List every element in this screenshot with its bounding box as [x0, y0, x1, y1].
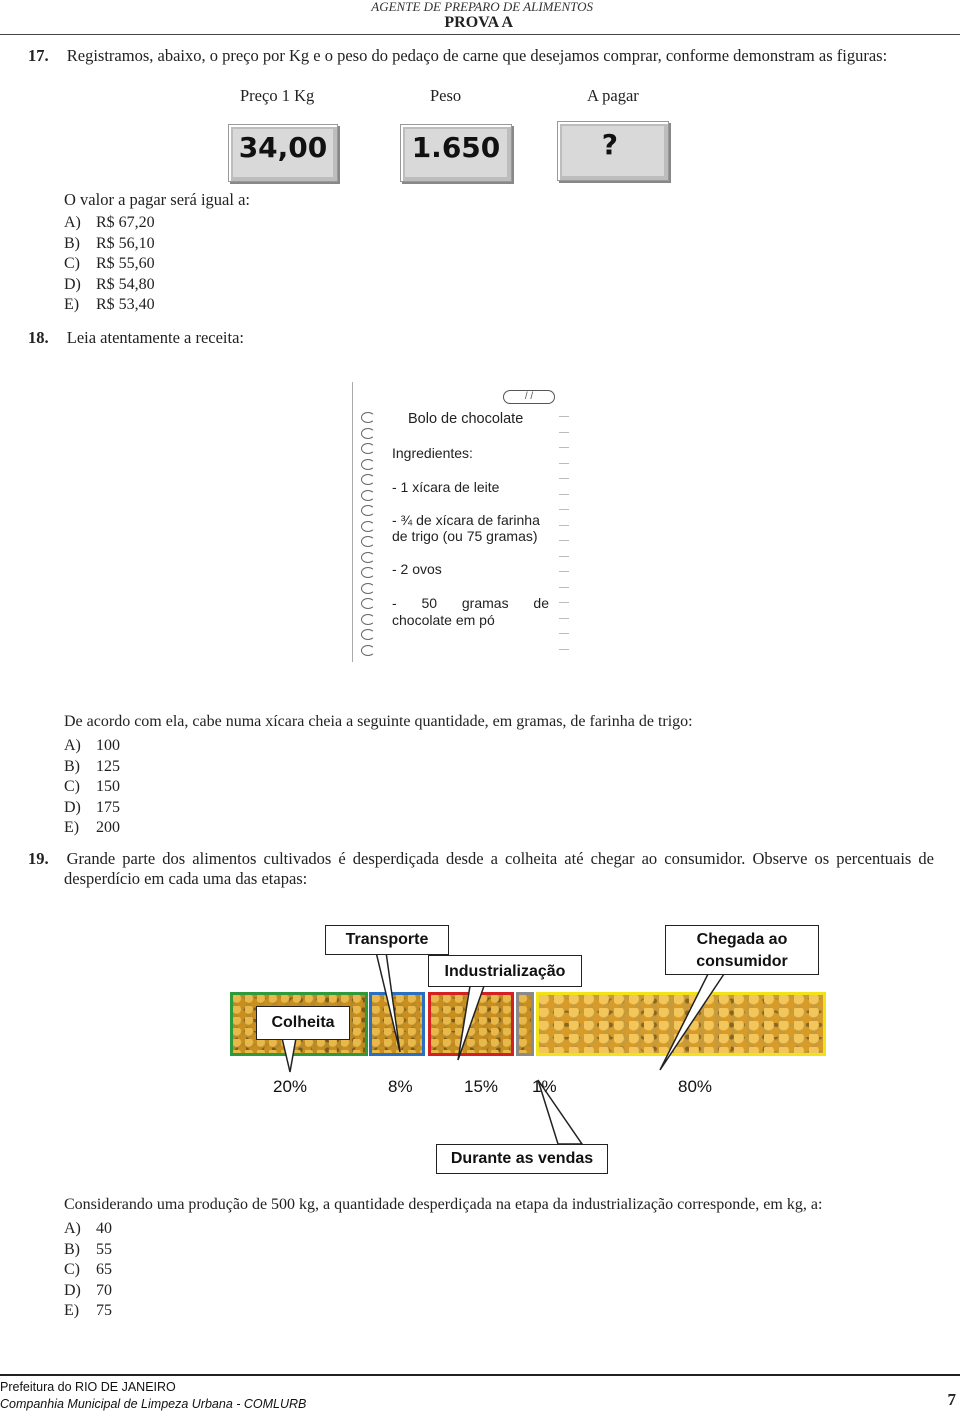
label-transporte: Transporte: [325, 925, 449, 955]
option-b[interactable]: B) R$ 56,10: [64, 234, 155, 252]
footer-line-2: Companhia Municipal de Limpeza Urbana - COMLURB: [0, 1397, 307, 1411]
option-d[interactable]: D) 70: [64, 1281, 112, 1299]
price-display: [228, 124, 338, 182]
ruled-line: [559, 587, 569, 588]
question-19: [28, 849, 934, 889]
spiral-ring: [361, 428, 375, 439]
ruled-line: [559, 649, 569, 650]
recipe-title: Bolo de chocolate: [408, 411, 524, 427]
q17-options: [64, 213, 155, 316]
option-a[interactable]: A) 40: [64, 1220, 112, 1237]
label-chegada-line2: consumidor: [696, 953, 788, 970]
option-e[interactable]: E) 200: [64, 819, 120, 836]
spiral-ring: [361, 629, 375, 640]
option-e[interactable]: E) 75: [64, 1302, 112, 1319]
ruled-line: [559, 478, 569, 479]
label-chegada: [665, 925, 819, 975]
price-value: 34,00: [238, 131, 328, 164]
ruled-line: [559, 618, 569, 619]
option-a[interactable]: A) 100: [64, 737, 120, 754]
pay-header: A pagar: [587, 86, 639, 105]
spiral-ring: [361, 505, 375, 516]
percent-consumidor: 80%: [678, 1077, 713, 1096]
option-b[interactable]: B) 55: [64, 1240, 112, 1258]
pay-display: [557, 121, 669, 181]
exam-title: PROVA A: [444, 14, 513, 31]
question-text: Registramos, abaixo, o preço por Kg e o peso do pedaço de carne que desejamos comprar, conforme demonstram as figuras:: [66, 46, 888, 65]
weight-value: 1.650: [411, 131, 501, 164]
question-17-prompt: O valor a pagar será igual a:: [64, 190, 250, 209]
spiral-ring: [361, 474, 375, 485]
question-text-2: desperdício em cada uma das etapas:: [64, 869, 308, 888]
option-c[interactable]: C) 65: [64, 1261, 112, 1278]
q19-options: [64, 1219, 112, 1322]
ruled-line: [559, 509, 569, 510]
industrializacao-pointer: [458, 986, 484, 1060]
spiral-ring: [361, 552, 375, 563]
spiral-ring: [361, 567, 375, 578]
question-18: [28, 328, 244, 348]
ruled-line: [559, 463, 569, 464]
recipe-line-milk: - 1 xícara de leite: [392, 479, 500, 495]
question-number: 19.: [28, 849, 49, 868]
option-c[interactable]: C) 150: [64, 778, 120, 795]
q18-options: [64, 736, 120, 839]
colheita-pointer: [282, 1038, 296, 1072]
spiral-ring: [361, 598, 375, 609]
recipe-line-eggs: - 2 ovos: [392, 561, 442, 577]
recipe-line-flour-cont: de trigo (ou 75 gramas): [392, 528, 538, 544]
question-text-1: Grande parte dos alimentos cultivados é desperdiçada desde a colheita até chegar ao consumidor. Observe os percentuais de: [66, 849, 934, 868]
spiral-ring: [361, 459, 375, 470]
spiral-ring: [361, 536, 375, 547]
question-number: 18.: [28, 328, 49, 347]
recipe-line-chocolate: - 50 gramas de: [392, 595, 549, 611]
option-d[interactable]: D) R$ 54,80: [64, 275, 155, 293]
ruled-line: [559, 556, 569, 557]
exam-role: AGENTE DE PREPARO DE ALIMENTOS: [371, 0, 593, 14]
recipe-line-flour: - ¾ de xícara de farinha: [392, 512, 540, 528]
ruled-line: [559, 540, 569, 541]
percent-vendas: 1%: [532, 1077, 557, 1096]
option-c[interactable]: C) R$ 55,60: [64, 255, 155, 272]
label-chegada-line1: Chegada ao: [696, 931, 788, 948]
option-d[interactable]: D) 175: [64, 798, 120, 816]
question-17: [28, 46, 938, 66]
pay-value: ?: [601, 128, 618, 161]
question-number: 17.: [28, 46, 49, 65]
footer-line-1: Prefeitura do RIO DE JANEIRO: [0, 1380, 176, 1394]
ruled-line: [559, 525, 569, 526]
price-header: Preço 1 Kg: [240, 86, 315, 105]
label-industrializacao: Industrialização: [428, 955, 582, 987]
spiral-ring: [361, 412, 375, 423]
spiral-ring: [361, 490, 375, 501]
option-a[interactable]: A) R$ 67,20: [64, 214, 155, 231]
percent-colheita: 20%: [273, 1077, 308, 1096]
percent-transporte: 8%: [388, 1077, 413, 1096]
percent-industrializacao: 15%: [464, 1077, 499, 1096]
ruled-line: [559, 416, 569, 417]
option-b[interactable]: B) 125: [64, 757, 120, 775]
label-vendas: Durante as vendas: [436, 1144, 608, 1174]
date-box: / /: [503, 390, 555, 404]
spiral-ring: [361, 645, 375, 656]
question-19-prompt: Considerando uma produção de 500 kg, a quantidade desperdiçada na etapa da industrialização corresponde, em kg, a:: [64, 1196, 823, 1213]
option-e[interactable]: E) R$ 53,40: [64, 296, 155, 313]
weight-display: [400, 124, 512, 182]
weight-header: Peso: [430, 86, 462, 105]
ruled-line: [559, 432, 569, 433]
ruled-line: [559, 571, 569, 572]
ruled-line: [559, 447, 569, 448]
spiral-ring: [361, 521, 375, 532]
footer-rule: [0, 1374, 960, 1376]
ruled-line: [559, 602, 569, 603]
ruled-line: [559, 494, 569, 495]
recipe-ingredients-label: Ingredientes:: [392, 445, 473, 461]
label-colheita: Colheita: [256, 1006, 350, 1040]
transporte-pointer: [376, 952, 400, 1052]
recipe-line-chocolate-cont: chocolate em pó: [392, 612, 495, 628]
ruled-line: [559, 633, 569, 634]
question-18-prompt: De acordo com ela, cabe numa xícara cheia a seguinte quantidade, em gramas, de farinha de trigo:: [64, 713, 693, 730]
spiral-ring: [361, 443, 375, 454]
page-number: 7: [947, 1390, 956, 1409]
question-text: Leia atentamente a receita:: [66, 328, 245, 347]
spiral-ring: [361, 583, 375, 594]
spiral-ring: [361, 614, 375, 625]
chegada-pointer: [660, 974, 724, 1070]
header-rule: [0, 34, 960, 35]
